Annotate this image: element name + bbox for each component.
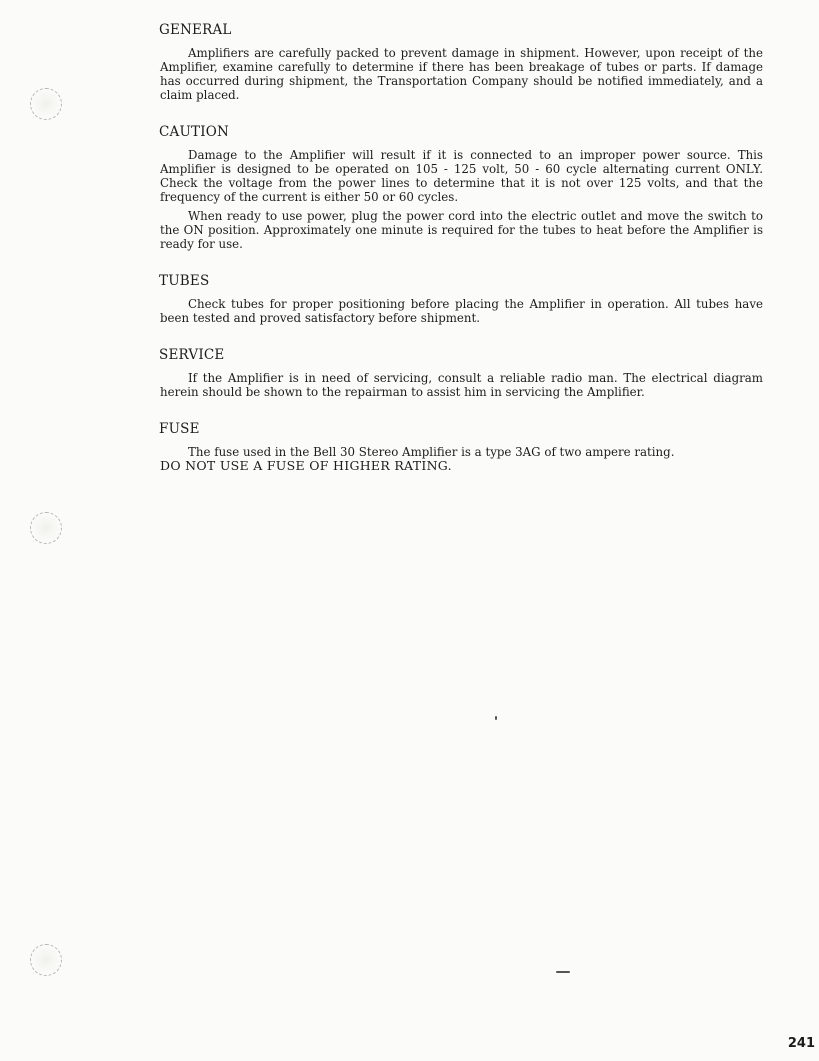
- scan-speck: [556, 971, 570, 973]
- scan-speck: [495, 716, 497, 720]
- punch-hole-top: [30, 88, 62, 120]
- section-service: [160, 347, 763, 399]
- heading-general: GENERAL: [159, 22, 232, 38]
- punch-hole-bottom: [30, 944, 62, 976]
- tubes-paragraph: Check tubes for proper positioning before placing the Amplifier in operation. All tubes have been tested and proved satisfactory before shipment.: [160, 297, 763, 325]
- heading-tubes: TUBES: [159, 273, 210, 289]
- caution-paragraph-1: Damage to the Amplifier will result if it is connected to an improper power source. This Amplifier is designed to be operated on 105 - 125 volt, 50 - 60 cycle alternating current ONLY. Check the voltage from the power lines to determine that it is not over 125 volts, and that the frequency of the current is either 50 or 60 cycles.: [160, 148, 763, 204]
- caution-paragraph-2: When ready to use power, plug the power cord into the electric outlet and move the switch to the ON position. Approximately one minute is required for the tubes to heat before the Amplifier is ready for use.: [160, 209, 763, 251]
- heading-fuse: FUSE: [159, 421, 200, 437]
- general-paragraph: Amplifiers are carefully packed to prevent damage in shipment. However, upon receipt of the Amplifier, examine carefully to determine if there has been breakage of tubes or parts. If damage has occurred during shipment, the Transportation Company should be notified immediately, and a claim placed.: [160, 46, 763, 102]
- heading-caution: CAUTION: [159, 124, 230, 140]
- fuse-warning: DO NOT USE A FUSE OF HIGHER RATING.: [160, 458, 452, 473]
- document-body: [160, 22, 763, 495]
- fuse-paragraph: The fuse used in the Bell 30 Stereo Amplifier is a type 3AG of two ampere rating.: [188, 445, 675, 459]
- section-fuse: [160, 421, 763, 473]
- heading-service: SERVICE: [159, 347, 225, 363]
- section-caution: [160, 124, 763, 251]
- punch-hole-middle: [30, 512, 62, 544]
- service-paragraph: If the Amplifier is in need of servicing, consult a reliable radio man. The electrical diagram herein should be shown to the repairman to assist him in servicing the Amplifier.: [160, 371, 763, 399]
- section-tubes: [160, 273, 763, 325]
- page-number: 241: [787, 1036, 815, 1051]
- section-general: [160, 22, 763, 102]
